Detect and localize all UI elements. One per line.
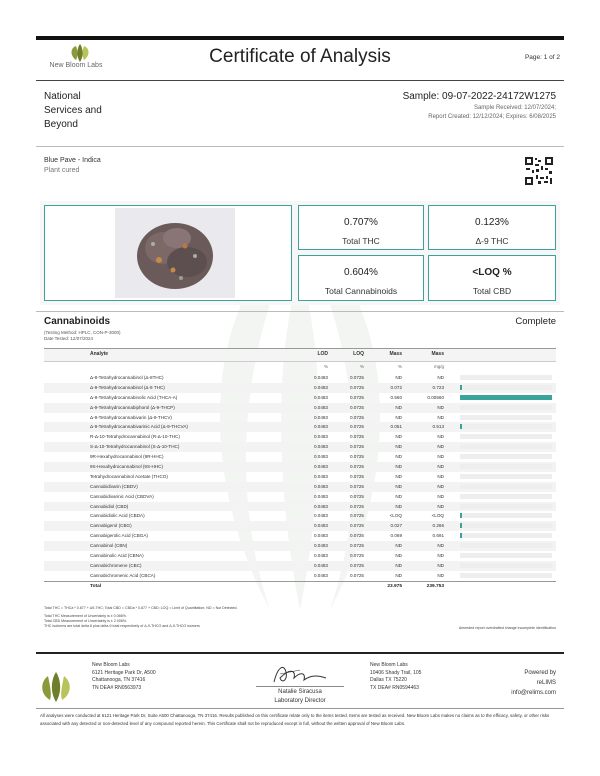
lod-value: 0.0483: [313, 473, 328, 479]
concentration-bar-track: [460, 484, 552, 489]
qr-code-icon: [524, 156, 554, 186]
disclaimer-divider: [36, 708, 564, 709]
page-number: Page: 1 of 2: [524, 54, 560, 61]
mass-pct-value: <LOQ: [389, 513, 402, 519]
mass-mg-value: 0.266: [432, 523, 444, 529]
loq-value: 0.0725: [349, 572, 364, 578]
lab-logo-text: New Bloom Labs: [49, 62, 103, 69]
mass-pct-value: 0.051: [390, 424, 402, 430]
table-row: [44, 541, 556, 551]
lod-value: 0.0483: [313, 572, 328, 578]
summary-panel: [40, 201, 560, 305]
loq-value: 0.0725: [349, 543, 364, 549]
analyte-name: Δ-9-Tetrahydrocannabinol (Δ-9 THC): [90, 384, 165, 390]
total-thc-card: [298, 205, 424, 250]
analyte-name: Cannabigerol (CBG): [90, 523, 132, 529]
powered-by: [511, 668, 556, 698]
footer-divider: [36, 652, 564, 654]
client-name: [44, 90, 154, 132]
sample-id: Sample: 09-07-2022-24172W1275: [402, 91, 556, 102]
lab2-city: Dallas TX 75220: [370, 677, 407, 683]
lab-address-chattanooga: [92, 662, 156, 692]
report-dates: Report Created: 12/12/2024; Expires: 6/08/2025: [428, 114, 556, 120]
unit-mass-pct: %: [397, 364, 402, 369]
analyte-name: Cannabinol (CBN): [90, 543, 128, 549]
analyte-name: Cannabigerolic Acid (CBGA): [90, 533, 148, 539]
client-line: Beyond: [44, 119, 78, 130]
loq-value: 0.0725: [349, 513, 364, 519]
concentration-bar-track: [460, 494, 552, 499]
lab2-dea: TX DEA# RN0594463: [370, 684, 419, 691]
lod-value: 0.0483: [313, 394, 328, 400]
total-thc-value: 0.707%: [344, 217, 378, 228]
analyte-name: S-Δ-10-Tetrahydrocannabinol (S-Δ-10-THC): [90, 444, 180, 450]
product-form: Plant cured: [44, 167, 80, 174]
col-analyte: Analyte: [90, 351, 109, 357]
mass-pct-value: ND: [395, 572, 402, 578]
total-cannabinoids-label: Total Cannabinoids: [324, 286, 398, 296]
unit-loq: %: [359, 364, 364, 369]
lod-value: 0.0483: [313, 523, 328, 529]
loq-value: 0.0725: [349, 562, 364, 568]
table-body: [44, 373, 556, 581]
mass-mg-value: ND: [437, 375, 444, 380]
mass-mg-value: ND: [437, 562, 444, 568]
concentration-bar-track: [460, 474, 552, 479]
contact-email[interactable]: info@relims.com: [511, 690, 556, 696]
mass-mg-value: ND: [437, 444, 444, 450]
table-row: [44, 511, 556, 521]
product-info: [44, 156, 101, 176]
loq-value: 0.0725: [349, 384, 364, 390]
analyte-name: Δ-9-Tetrahydrocannabiphorol (Δ-9-THCP): [90, 404, 175, 410]
concentration-bar-track: [460, 533, 552, 538]
product-name: Blue Pave - Indica: [44, 157, 101, 164]
lab2-name: New Bloom Labs: [370, 662, 408, 668]
concentration-bar: [460, 385, 462, 390]
signature-line: [256, 686, 344, 687]
mass-pct-value: ND: [395, 483, 402, 489]
table-row: [44, 442, 556, 452]
lod-value: 0.0483: [313, 483, 328, 489]
concentration-bar-track: [460, 434, 552, 439]
concentration-bar-track: [460, 454, 552, 459]
mass-pct-value: ND: [395, 473, 402, 479]
mass-pct-value: ND: [395, 444, 402, 450]
table-row: [44, 502, 556, 512]
concentration-bar: [460, 523, 462, 528]
powered-label: Powered by: [524, 670, 556, 676]
mass-mg-value: ND: [437, 464, 444, 470]
mass-pct-value: ND: [395, 414, 402, 420]
note-line: Total CBD Measurement of Uncertainty is ± 2.006%.: [44, 619, 128, 623]
analyte-name: Cannabinolic Acid (CBNA): [90, 553, 144, 559]
analyte-name: Δ-9-Tetrahydrocannabinolic Acid (THCA-A): [90, 394, 178, 400]
unit-mass-mg: mg/g: [433, 364, 444, 369]
analyte-name: Cannabichromene (CBC): [90, 562, 142, 568]
mass-pct-value: 0.560: [390, 394, 402, 400]
total-label: Total: [90, 583, 102, 589]
table-row: [44, 551, 556, 561]
total-mg: 239.753: [426, 583, 444, 589]
concentration-bar-track: [460, 424, 552, 429]
concentration-bar-track: [460, 444, 552, 449]
mass-pct-value: ND: [395, 454, 402, 460]
mass-mg-value: 0.691: [432, 533, 444, 539]
concentration-bar-track: [460, 464, 552, 469]
mass-mg-value: ND: [437, 572, 444, 578]
analyte-name: Δ-9-Tetrahydrocannabivarin (Δ-9-THCV): [90, 414, 172, 420]
mass-mg-value: ND: [437, 414, 444, 420]
lod-value: 0.0483: [313, 533, 328, 539]
table-row: [44, 482, 556, 492]
loq-value: 0.0725: [349, 404, 364, 410]
mass-pct-value: ND: [395, 493, 402, 499]
lod-value: 0.0483: [313, 493, 328, 499]
lab1-street: 6121 Heritage Park Dr, A500: [92, 669, 156, 676]
table-row: [44, 413, 556, 423]
table-row: [44, 521, 556, 531]
cannabinoid-table: [44, 348, 556, 591]
lod-value: 0.0483: [313, 562, 328, 568]
analyte-name: Cannabidivarinic Acid (CBDVA): [90, 493, 154, 499]
mass-mg-value: 0.723: [432, 384, 444, 390]
table-row: [44, 383, 556, 393]
mass-pct-value: ND: [395, 553, 402, 559]
d9-thc-card: [428, 205, 556, 250]
date-tested: Date Tested: 12/07/2024: [44, 336, 93, 341]
table-row: [44, 422, 556, 432]
col-mass-pct: Mass: [389, 351, 402, 357]
loq-value: 0.0725: [349, 375, 364, 380]
testing-method: (Testing Method: HPLC, CON-P-3000): [44, 330, 121, 335]
table-header: [44, 348, 556, 362]
client-divider: [36, 146, 564, 147]
mass-mg-value: ND: [437, 543, 444, 549]
header-divider: [36, 80, 564, 81]
col-mass-mg: Mass: [431, 351, 444, 357]
col-loq: LOQ: [353, 351, 364, 357]
lab1-city: Chattanooga, TN 37416: [92, 677, 146, 683]
table-units: [44, 362, 556, 373]
concentration-bar: [460, 424, 462, 429]
loq-value: 0.0725: [349, 473, 364, 479]
analyte-name: Δ-9-Tetrahydrocannabivarinic Acid (Δ-9-THCVA): [90, 424, 188, 430]
total-thc-label: Total THC: [342, 236, 380, 246]
loq-value: 0.0725: [349, 394, 364, 400]
sample-received: Sample Received: 12/07/2024;: [473, 105, 556, 111]
mass-pct-value: ND: [395, 404, 402, 410]
note-line: Total THC Measurement of Uncertainty is ± 0.066%.: [44, 614, 127, 618]
mass-mg-value: ND: [437, 503, 444, 509]
lod-value: 0.0483: [313, 454, 328, 460]
disclaimer: All analyses were conducted at 6121 Heritage Park Dr, Suite A500 Chattanooga, TN 37416. Results published on this certificate relate only to the items tested. Items are tested as received. New Bloom Labs makes no claims as to the efficacy, safety, or other risks associated with any detected or non-detected level of any compound reported herein. This Certificate shall not be reproduced except in full, without the written approval of New Bloom Labs.: [40, 713, 550, 726]
concentration-bar-track: [460, 405, 552, 410]
loq-value: 0.0725: [349, 523, 364, 529]
col-lod: LOD: [317, 351, 328, 357]
director-block: [232, 688, 368, 706]
director-title: Laboratory Director: [274, 698, 326, 704]
lab-address-dallas: [370, 662, 421, 692]
loq-value: 0.0725: [349, 493, 364, 499]
mass-pct-value: 0.072: [390, 384, 402, 390]
loq-value: 0.0725: [349, 503, 364, 509]
header: [36, 40, 564, 80]
analyte-name: Cannabichromenic Acid (CBCA): [90, 572, 156, 578]
table-row: [44, 531, 556, 541]
mass-pct-value: 0.069: [390, 533, 402, 539]
table-row: [44, 561, 556, 571]
powered-brand: reLIMS: [536, 680, 556, 686]
concentration-bar-track: [460, 415, 552, 420]
lod-value: 0.0483: [313, 503, 328, 509]
loq-value: 0.0725: [349, 483, 364, 489]
loq-value: 0.0725: [349, 454, 364, 460]
lod-value: 0.0483: [313, 424, 328, 430]
mass-mg-value: ND: [437, 454, 444, 460]
lod-value: 0.0483: [313, 384, 328, 390]
footer-logo-icon: [38, 672, 74, 702]
test-method: [44, 330, 121, 342]
total-cannabinoids-value: 0.604%: [344, 267, 378, 278]
d9-thc-value: 0.123%: [475, 217, 509, 228]
loq-value: 0.0725: [349, 533, 364, 539]
table-row: [44, 393, 556, 403]
table-total-row: [44, 581, 556, 591]
analyte-name: 9R-Hexahydrocannabinol (9R-HHC): [90, 454, 164, 460]
unit-lod: %: [323, 364, 328, 369]
table-row: [44, 373, 556, 383]
concentration-bar-track: [460, 573, 552, 578]
client-line: Services and: [44, 105, 102, 116]
amendment-note: Amended report overdrafted change incomplete identification: [458, 626, 556, 630]
mass-mg-value: ND: [437, 404, 444, 410]
loq-value: 0.0725: [349, 553, 364, 559]
mass-pct-value: ND: [395, 503, 402, 509]
document-title: Certificate of Analysis: [209, 46, 391, 67]
sample-photo: [115, 208, 235, 298]
mass-pct-value: ND: [395, 464, 402, 470]
section-divider: [36, 311, 564, 312]
sample-photo-frame: [44, 205, 292, 301]
table-row: [44, 403, 556, 413]
analyte-name: Cannabidiolic Acid (CBDA): [90, 513, 145, 519]
concentration-bar-track: [460, 553, 552, 558]
lod-value: 0.0483: [313, 513, 328, 519]
lab1-dea: TN DEA# RN0563973: [92, 684, 142, 691]
analyte-name: Δ-8-Tetrahydrocannabinol (Δ-8THC): [90, 375, 164, 380]
analyte-name: Tetrahydrocannabinol Acetate (THCO): [90, 473, 168, 479]
mass-mg-value: ND: [437, 483, 444, 489]
mass-pct-value: 0.027: [390, 523, 402, 529]
mass-pct-value: ND: [395, 562, 402, 568]
lod-value: 0.0483: [313, 464, 328, 470]
total-cbd-label: Total CBD: [472, 286, 512, 296]
analyte-name: 9S-Hexahydrocannabinol (9S-HHC): [90, 464, 164, 470]
analyte-name: R-Δ-10-Tetrahydrocannabinol (R-Δ-10-THC): [90, 434, 180, 440]
client-line: National: [44, 91, 81, 102]
concentration-bar-track: [460, 523, 552, 528]
table-row: [44, 462, 556, 472]
mass-mg-value: 0.00560: [427, 394, 444, 400]
total-cbd-value: <LOQ %: [472, 267, 512, 278]
note-line: THC Isoforms are total delta 8 plus delta-9 total respectively of Δ-9-THCO and Δ-9-THCO isomers: [44, 624, 200, 628]
concentration-bar-track: [460, 513, 552, 518]
mass-pct-value: ND: [395, 434, 402, 440]
table-row: [44, 432, 556, 442]
mass-mg-value: ND: [437, 473, 444, 479]
concentration-bar-track: [460, 375, 552, 380]
loq-value: 0.0725: [349, 414, 364, 420]
lod-value: 0.0483: [313, 543, 328, 549]
lab1-name: New Bloom Labs: [92, 662, 130, 668]
table-row: [44, 492, 556, 502]
mass-mg-value: ND: [437, 553, 444, 559]
lod-value: 0.0483: [313, 444, 328, 450]
concentration-bar: [460, 395, 552, 400]
table-row: [44, 452, 556, 462]
mass-mg-value: ND: [437, 493, 444, 499]
total-cannabinoids-card: [298, 255, 424, 301]
total-cbd-card: [428, 255, 556, 301]
concentration-bar-track: [460, 504, 552, 509]
total-pct: 23.975: [387, 583, 402, 589]
concentration-bar: [460, 533, 462, 538]
lod-value: 0.0483: [313, 375, 328, 380]
mass-mg-value: 0.513: [432, 424, 444, 430]
concentration-bar-track: [460, 385, 552, 390]
concentration-bar-track: [460, 543, 552, 548]
d9-thc-label: Δ-9 THC: [475, 236, 509, 246]
mass-mg-value: ND: [437, 434, 444, 440]
lod-value: 0.0483: [313, 414, 328, 420]
sample-info: [403, 90, 556, 122]
loq-value: 0.0725: [349, 464, 364, 470]
table-row: [44, 571, 556, 581]
lod-value: 0.0483: [313, 434, 328, 440]
concentration-bar: [460, 513, 462, 518]
mass-pct-value: ND: [395, 375, 402, 380]
loq-value: 0.0725: [349, 444, 364, 450]
loq-value: 0.0725: [349, 434, 364, 440]
analyte-name: Cannabidiol (CBD): [90, 503, 129, 509]
section-title: Cannabinoids: [44, 316, 111, 327]
director-name: Natalie Siracusa: [278, 689, 322, 695]
lod-value: 0.0483: [313, 553, 328, 559]
concentration-bar-track: [460, 563, 552, 568]
lod-value: 0.0483: [313, 404, 328, 410]
loq-value: 0.0725: [349, 424, 364, 430]
analyte-name: Cannabidivarin (CBDV): [90, 483, 138, 489]
table-row: [44, 472, 556, 482]
note-line: Total THC = THCa * 0.877 + Δ9-THC; Total CBD = CBDa * 0.877 + CBD; LOQ = Limit of Quantitation; ND = Not Detected.: [44, 606, 238, 610]
mass-mg-value: <LOQ: [431, 513, 444, 519]
mass-pct-value: ND: [395, 543, 402, 549]
section-status: Complete: [515, 316, 556, 327]
lab2-street: 10406 Shady Trail, 105: [370, 669, 422, 676]
